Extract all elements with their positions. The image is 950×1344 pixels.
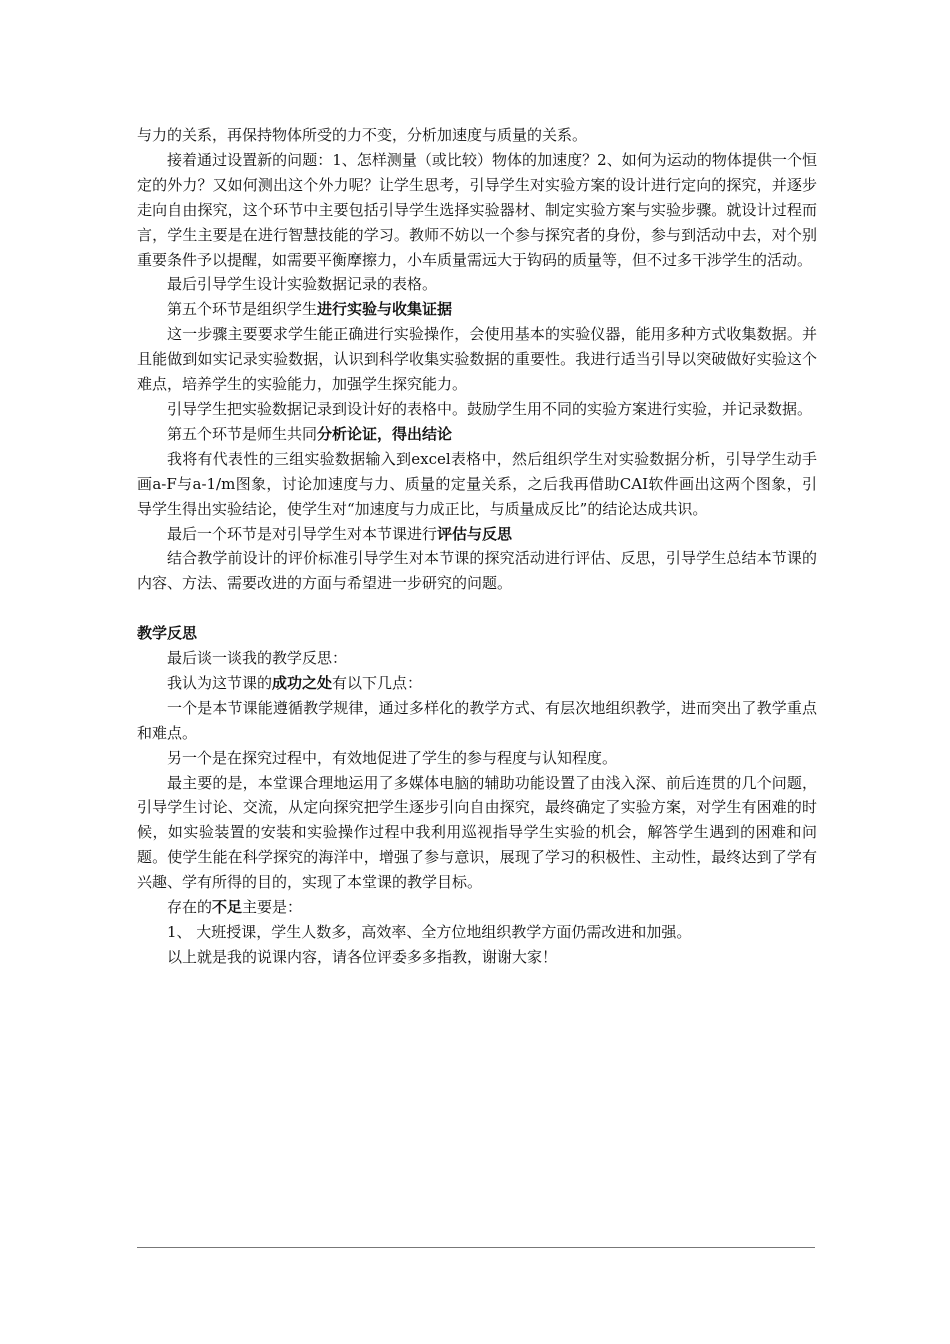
paragraph: 一个是本节课能遵循教学规律，通过多样化的教学方式、有层次地组织教学，进而突出了教学重点和难点。 <box>137 698 817 742</box>
paragraph-emphasis: 成功之处 <box>272 673 333 692</box>
step-heading <box>137 522 817 547</box>
paragraph: 引导学生把实验数据记录到设计好的表格中。鼓励学生用不同的实验方案进行实验，并记录数据。 <box>167 399 813 418</box>
paragraph-text: 我认为这节课的 <box>167 673 273 692</box>
step-heading-emphasis: 分析论证，得出结论 <box>317 424 453 443</box>
paragraph: 这一步骤主要要求学生能正确进行实验操作，会使用基本的实验仪器，能用多种方式收集数据。并且能做到如实记录实验数据，认识到科学收集实验数据的重要性。我进行适当引导以突破做好实验这个难点，培养学生的实验能力，加强学生探究能力。 <box>137 325 817 394</box>
paragraph <box>137 895 817 920</box>
paragraph: 接着通过设置新的问题：1、怎样测量（或比较）物体的加速度？2、如何为运动的物体提供一个恒定的外力？又如何测出这个外力呢？让学生思考，引导学生对实验方案的设计进行定向的探究，并逐步走向自由探究，这个环节中主要包括引导学生选择实验器材、制定实验方案与实验步骤。就设计过程而言，学生主要是在进行智慧技能的学习。教师不妨以一个参与探究者的身份，参与到活动中去，对个别重要条件予以提醒，如需要平衡摩擦力，小车质量需远大于钩码的质量等，但不过多干涉学生的活动。 <box>137 150 817 269</box>
paragraph: 最主要的是，本堂课合理地运用了多媒体电脑的辅助功能设置了由浅入深、前后连贯的几个问题，引导学生讨论、交流，从定向探究把学生逐步引向自由探究，最终确定了实验方案，对学生有困难的时候，如实验装置的安装和实验操作过程中我利用巡视指导学生实验的机会，解答学生遇到的困难和问题。使学生能在科学探究的海洋中，增强了参与意识，展现了学习的积极性、主动性，最终达到了学有兴趣、学有所得的目的，实现了本堂课的教学目标。 <box>137 773 817 892</box>
paragraph-text: 有以下几点： <box>332 673 423 692</box>
paragraph: 结合教学前设计的评价标准引导学生对本节课的探究活动进行评估、反思，引导学生总结本节课的内容、方法、需要改进的方面与希望进一步研究的问题。 <box>137 549 817 593</box>
list-item: 1、 大班授课，学生人数多，高效率、全方位地组织教学方面仍需改进和加强。 <box>167 922 692 941</box>
step-heading-emphasis: 进行实验与收集证据 <box>317 300 453 319</box>
step-heading-text: 最后一个环节是对引导学生对本节课进行 <box>167 524 438 543</box>
document-body <box>137 123 817 970</box>
footer-rule <box>137 1247 815 1248</box>
paragraph-text: 主要是： <box>242 898 303 917</box>
paragraph <box>137 671 817 696</box>
step-heading <box>137 297 817 322</box>
paragraph-emphasis: 不足 <box>212 898 243 917</box>
section-heading: 教学反思 <box>137 624 198 643</box>
paragraph: 另一个是在探究过程中，有效地促进了学生的参与程度与认知程度。 <box>167 748 618 767</box>
step-heading-text: 第五个环节是组织学生 <box>167 300 318 319</box>
paragraph: 最后谈一谈我的教学反思： <box>167 649 348 668</box>
paragraph: 最后引导学生设计实验数据记录的表格。 <box>167 275 438 294</box>
step-heading-text: 第五个环节是师生共同 <box>167 424 318 443</box>
blank-line <box>137 596 817 621</box>
paragraph-text: 存在的 <box>167 898 213 917</box>
paragraph: 与力的关系，再保持物体所受的力不变，分析加速度与质量的关系。 <box>137 126 588 144</box>
paragraph: 我将有代表性的三组实验数据输入到excel表格中，然后组织学生对实验数据分析，引导学生动手画a-F与a-1/m图象，讨论加速度与力、质量的定量关系，之后我再借助CAI软件画出这两个图象，引导学生得出实验结论，使学生对“加速度与力成正比，与质量成反比”的结论达成共识。 <box>137 449 817 518</box>
paragraph: 以上就是我的说课内容，请各位评委多多指教，谢谢大家！ <box>167 947 558 966</box>
step-heading-emphasis: 评估与反思 <box>437 524 513 543</box>
step-heading <box>137 422 817 447</box>
